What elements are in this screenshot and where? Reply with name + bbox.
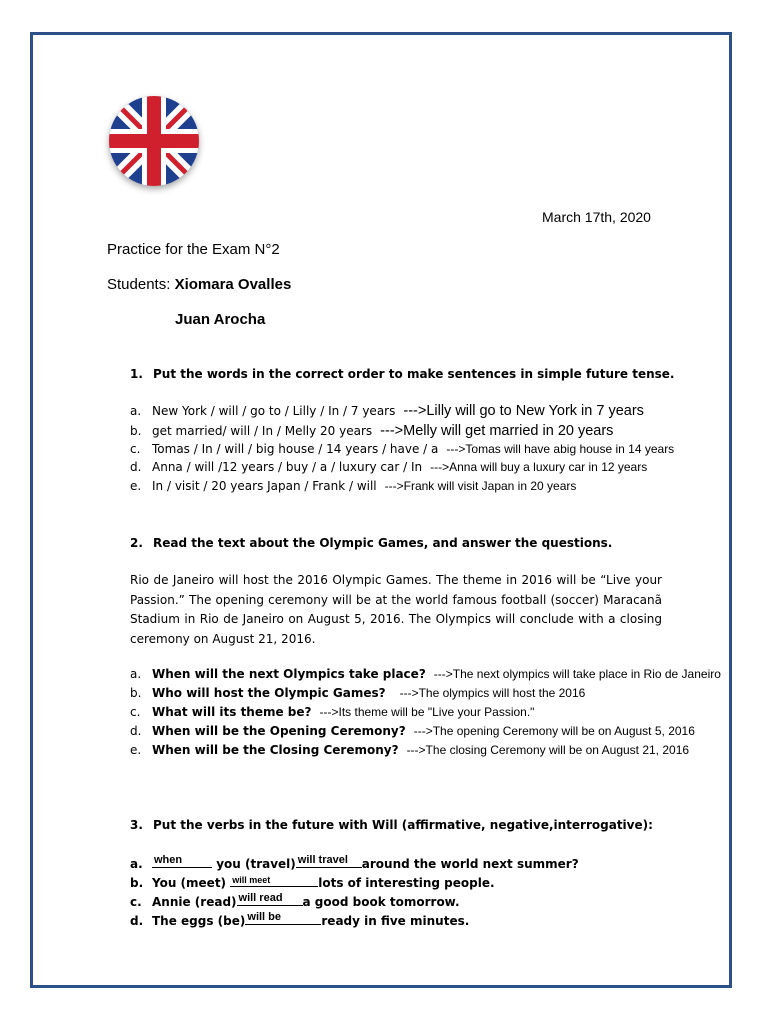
list-item (130, 667, 721, 681)
list-item (130, 686, 585, 700)
list-item (130, 855, 579, 871)
section-2-heading (130, 536, 612, 550)
list-item (130, 705, 534, 719)
item-prompt: When will the next Olympics take place? (152, 667, 426, 681)
section-heading-text: Read the text about the Olympic Games, and answer the questions. (153, 536, 613, 550)
item-text: you (travel) (216, 857, 296, 871)
item-prompt: When will be the Opening Ceremony? (152, 724, 406, 738)
olympics-paragraph: Rio de Janeiro will host the 2016 Olympic Games. The theme in 2016 will be “Live your Passion.” The opening ceremony will be at the world famous football (soccer) Maracanã Stadium in Rio de Janeiro on August 5, 2016. The Olympics will conclude with a closing ceremony on August 21, 2016. (130, 573, 662, 646)
item-answer: --->The closing Ceremony will be on August 21, 2016 (406, 743, 690, 757)
item-answer: --->The next olympics will take place in Rio de Janeiro (433, 667, 721, 681)
answer-blank (230, 874, 318, 887)
answer-blank (152, 855, 212, 868)
section-number: 2. (130, 536, 143, 550)
section-heading-text: Put the words in the correct order to make sentences in simple future tense. (153, 367, 675, 381)
answer-blank (296, 855, 362, 868)
item-prompt: What will its theme be? (152, 705, 312, 719)
item-letter: a. (130, 404, 142, 418)
item-letter: a. (130, 667, 142, 681)
item-answer: --->The olympics will host the 2016 (399, 686, 586, 700)
item-text: ready in five minutes. (321, 914, 470, 928)
blank-answer: will meet (232, 875, 271, 885)
item-text: You (meet) (152, 876, 227, 890)
item-answer: --->Melly will get married in 20 years (380, 423, 614, 439)
student-name-2: Juan Arocha (175, 311, 266, 328)
item-prompt: Tomas / In / will / big house / 14 years / have / a (152, 442, 439, 456)
answer-blank (237, 893, 303, 906)
blank-answer: will read (238, 892, 283, 904)
item-letter: c. (130, 895, 142, 909)
item-letter: d. (130, 724, 142, 738)
date: March 17th, 2020 (542, 209, 651, 225)
item-text: a good book tomorrow. (302, 895, 460, 909)
item-text: Annie (read) (152, 895, 237, 909)
item-prompt: In / visit / 20 years Japan / Frank / will (152, 479, 377, 493)
item-letter: b. (130, 876, 144, 890)
item-letter: d. (130, 914, 144, 928)
students-line (107, 276, 291, 293)
item-text: around the world next summer? (361, 857, 579, 871)
item-answer: --->The opening Ceremony will be on August 5, 2016 (413, 724, 695, 738)
item-letter: c. (130, 705, 141, 719)
section-heading-text: Put the verbs in the future with Will (affirmative, negative,interrogative): (153, 818, 653, 832)
section-3-heading (130, 818, 653, 832)
student-name-1: Xiomara Ovalles (174, 276, 292, 293)
item-text: lots of interesting people. (318, 876, 495, 890)
section-1-heading (130, 367, 674, 381)
list-item (130, 893, 460, 909)
item-letter: b. (130, 424, 142, 438)
item-prompt: Anna / will /12 years / buy / a / luxury car / In (152, 460, 423, 474)
list-item (130, 460, 647, 474)
section-number: 1. (130, 367, 143, 381)
item-letter: a. (130, 857, 143, 871)
item-text: The eggs (be) (152, 914, 246, 928)
list-item (130, 403, 644, 419)
section-number: 3. (130, 818, 143, 832)
item-answer: --->Anna will buy a luxury car in 12 years (430, 460, 648, 474)
students-label: Students: (107, 276, 171, 293)
item-answer: --->Frank will visit Japan in 20 years (384, 479, 577, 493)
item-prompt: get married/ will / In / Melly 20 years (152, 424, 373, 438)
answer-blank (245, 912, 321, 925)
item-answer: --->Lilly will go to New York in 7 years (403, 403, 644, 419)
blank-answer: will travel (297, 854, 348, 866)
list-item (130, 743, 689, 757)
list-item (130, 442, 674, 456)
item-prompt: New York / will / go to / Lilly / In / 7 years (152, 404, 396, 418)
item-prompt: Who will host the Olympic Games? (152, 686, 386, 700)
item-answer: --->Tomas will have abig house in 14 years (446, 442, 675, 456)
list-item (130, 423, 613, 439)
list-item (130, 724, 695, 738)
item-letter: b. (130, 686, 142, 700)
item-letter: e. (130, 743, 142, 757)
item-prompt: When will be the Closing Ceremony? (152, 743, 399, 757)
item-letter: d. (130, 460, 142, 474)
item-answer: --->Its theme will be "Live your Passion." (319, 705, 535, 719)
list-item (130, 912, 469, 928)
union-jack-flag-icon (109, 96, 199, 186)
page-title: Practice for the Exam N°2 (107, 241, 280, 258)
list-item (130, 479, 576, 493)
list-item (130, 874, 495, 890)
blank-answer: will be (247, 911, 282, 923)
blank-answer: when (154, 854, 183, 866)
item-letter: e. (130, 479, 142, 493)
item-letter: c. (130, 442, 141, 456)
